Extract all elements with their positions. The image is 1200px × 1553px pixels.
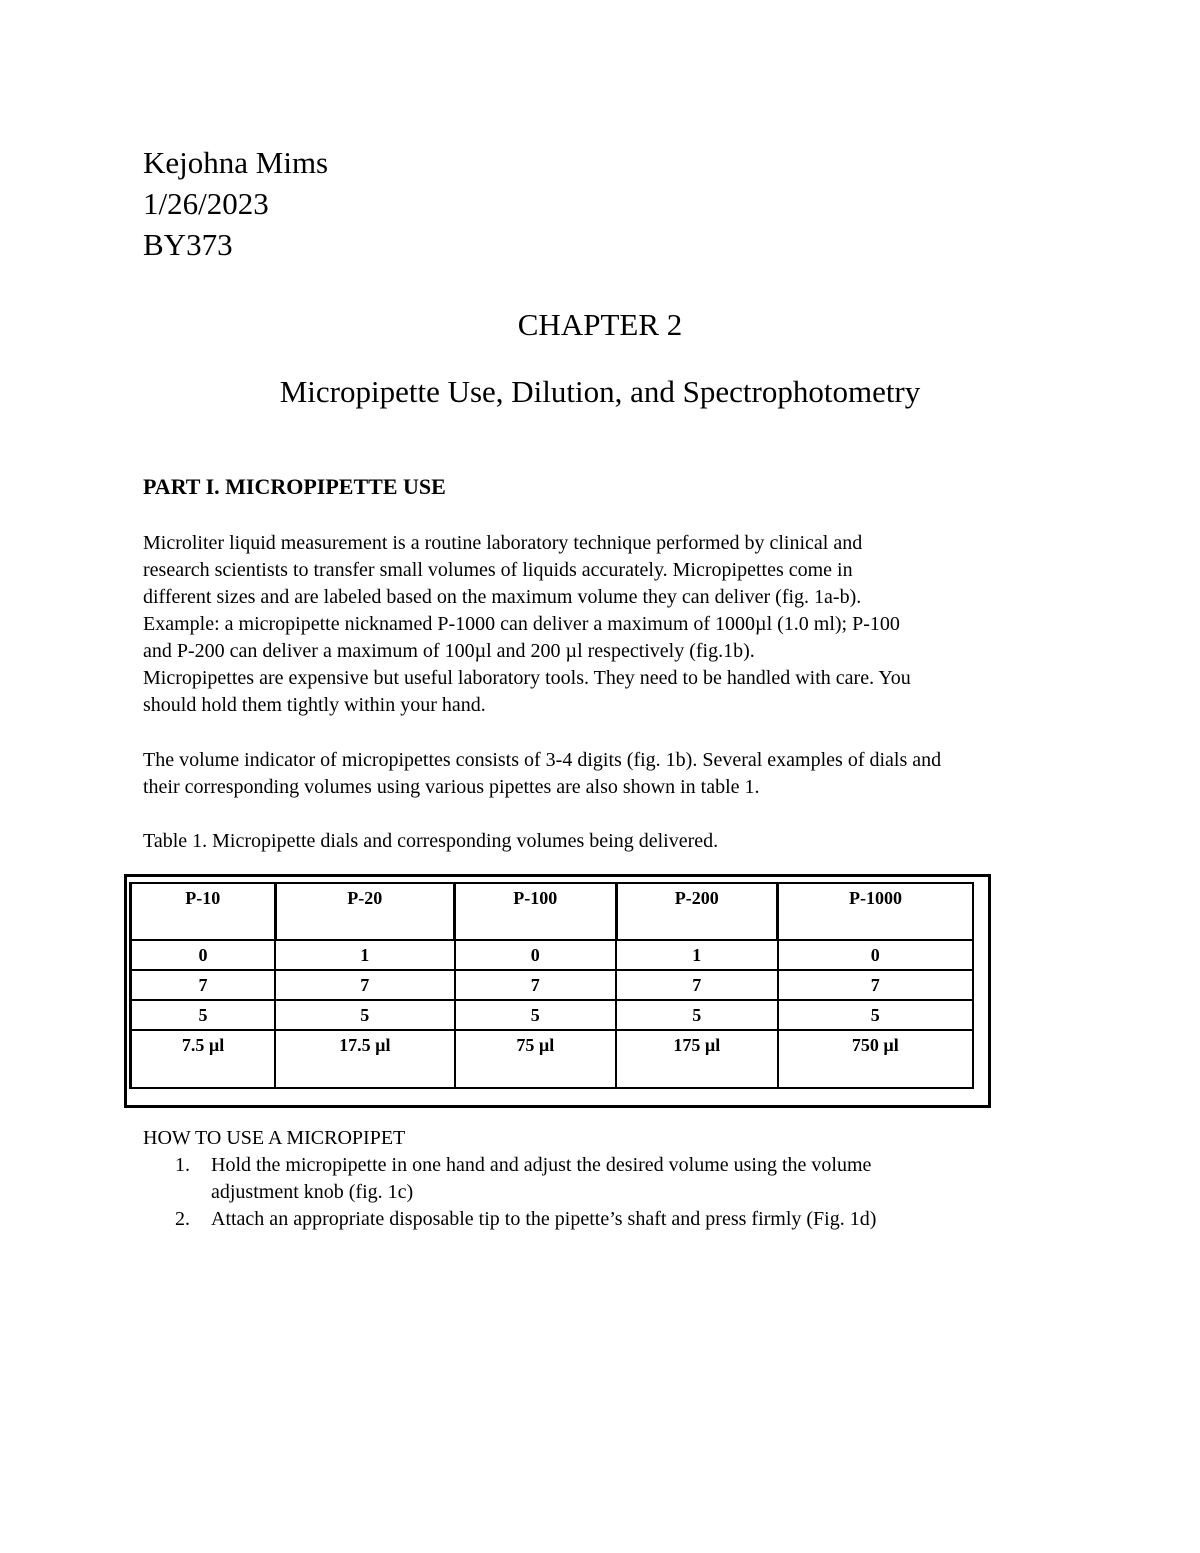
paragraph-intro [143, 530, 1103, 719]
table-cell: 7.5 µl [131, 1030, 276, 1088]
list-item [143, 1152, 1103, 1206]
paragraph-line: should hold them tightly within your hand. [143, 694, 486, 716]
table-cell: 5 [131, 1000, 276, 1030]
table-header-row [131, 883, 974, 940]
step-text: Attach an appropriate disposable tip to the pipette’s shaft and press firmly (Fig. 1d) [211, 1208, 877, 1230]
table-cell: 750 µl [778, 1030, 973, 1088]
step-text: Hold the micropipette in one hand and adjust the desired volume using the volume [211, 1154, 872, 1176]
table-cell: 175 µl [616, 1030, 778, 1088]
paragraph-line: different sizes and are labeled based on the maximum volume they can deliver (fig. 1a-b). [143, 586, 862, 608]
course-code: BY373 [143, 227, 233, 262]
chapter-title: CHAPTER 2 [517, 307, 683, 342]
paragraph-line: Example: a micropipette nicknamed P-1000 can deliver a maximum of 1000µl (1.0 ml); P-100 [143, 613, 900, 635]
paragraph-volume-indicator [143, 747, 1103, 801]
submission-date: 1/26/2023 [143, 186, 269, 221]
table-row [131, 940, 974, 970]
table-cell: 5 [616, 1000, 778, 1030]
table-cell: 17.5 µl [275, 1030, 454, 1088]
table-row [131, 970, 974, 1000]
table-cell: 7 [778, 970, 973, 1000]
paragraph-line: Micropipettes are expensive but useful laboratory tools. They need to be handled with care. You [143, 667, 911, 689]
table-cell: 0 [131, 940, 276, 970]
table-cell: 7 [616, 970, 778, 1000]
step-number: 1. [175, 1154, 190, 1176]
table-cell: 5 [455, 1000, 617, 1030]
table-header-cell: P-200 [616, 883, 778, 940]
table-header-cell: P-1000 [778, 883, 973, 940]
table-frame [124, 874, 991, 1108]
table-header-cell: P-100 [455, 883, 617, 940]
howto-section [143, 1125, 1103, 1233]
paragraph-line: The volume indicator of micropipettes consists of 3-4 digits (fig. 1b). Several examples of dials and [143, 749, 942, 771]
author-header [143, 142, 328, 265]
table-header-cell: P-10 [131, 883, 276, 940]
table-cell: 7 [275, 970, 454, 1000]
table-header-cell: P-20 [275, 883, 454, 940]
howto-title: HOW TO USE A MICROPIPET [143, 1127, 406, 1149]
table-cell: 5 [275, 1000, 454, 1030]
table-cell: 1 [275, 940, 454, 970]
table-cell: 7 [455, 970, 617, 1000]
table-cell: 0 [778, 940, 973, 970]
paragraph-line: their corresponding volumes using various pipettes are also shown in table 1. [143, 776, 760, 798]
part-heading: PART I. MICROPIPETTE USE [143, 474, 446, 499]
step-number: 2. [175, 1208, 190, 1230]
howto-steps [143, 1152, 1103, 1233]
author-name: Kejohna Mims [143, 145, 329, 180]
table-row [131, 1000, 974, 1030]
table-cell: 0 [455, 940, 617, 970]
table-volume-row [131, 1030, 974, 1088]
paragraph-line: and P-200 can deliver a maximum of 100µl and 200 µl respectively (fig.1b). [143, 640, 755, 662]
step-text: adjustment knob (fig. 1c) [211, 1181, 414, 1203]
table-cell: 1 [616, 940, 778, 970]
paragraph-line: Microliter liquid measurement is a routine laboratory technique performed by clinical and [143, 532, 863, 554]
list-item [143, 1206, 1103, 1233]
micropipette-dials-table [129, 882, 974, 1089]
table-caption: Table 1. Micropipette dials and corresponding volumes being delivered. [143, 830, 719, 852]
chapter-subtitle: Micropipette Use, Dilution, and Spectrophotometry [279, 374, 921, 409]
table-cell: 5 [778, 1000, 973, 1030]
paragraph-line: research scientists to transfer small volumes of liquids accurately. Micropipettes come in [143, 559, 853, 581]
table-cell: 75 µl [455, 1030, 617, 1088]
table-cell: 7 [131, 970, 276, 1000]
